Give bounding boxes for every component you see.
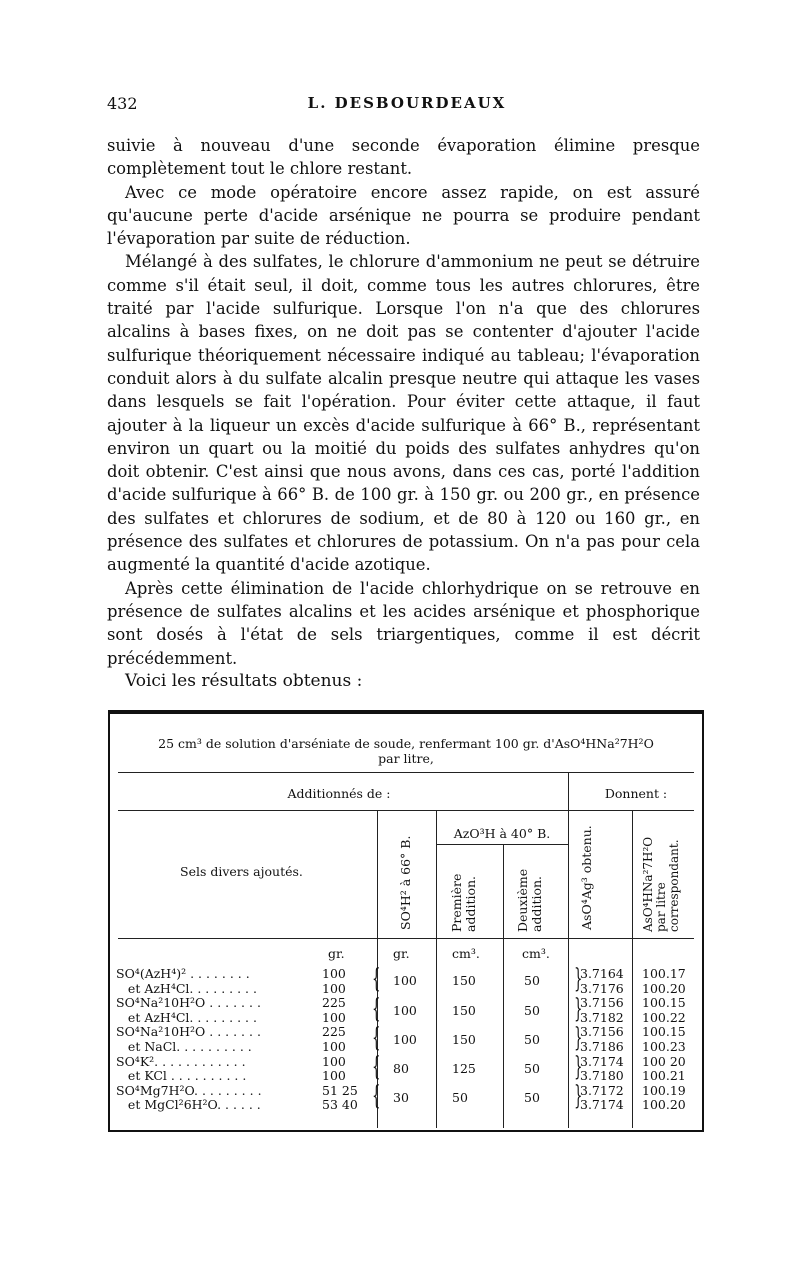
rule [436, 810, 437, 1128]
caption-line: 25 cm³ de solution d'arséniate de soude, renfermant 100 gr. d'AsO⁴HNa²7H²O [158, 736, 654, 751]
salt-quantity: 225 [322, 995, 346, 1011]
paragraph: Avec ce mode opératoire encore assez rapide, on est assuré qu'aucune perte d'acide arsénique ne pourra se produire pendant l'évaporation par suite de réduction. [107, 182, 700, 249]
results-table [108, 710, 704, 1132]
corresponding-value: 100.17 [642, 966, 686, 981]
second-addition: 50 [524, 1031, 540, 1047]
corresponding-value: 100.15 [642, 995, 686, 1011]
brace: } [574, 1081, 583, 1112]
first-addition: 50 [452, 1090, 468, 1106]
unit-label: gr. [328, 946, 345, 961]
brace: } [574, 964, 583, 995]
ag-obtained: 3.7176 [580, 980, 624, 996]
h2so4-amount: 100 [393, 973, 417, 989]
page-number: 432 [107, 94, 138, 113]
brace: { [372, 964, 381, 995]
ag-obtained: 3.7186 [580, 1039, 624, 1054]
paragraph: Mélangé à des sulfates, le chlorure d'ammonium ne peut se détruire comme s'il était seul, il doit, comme tous les autres chlorures, être traité par l'acide sulfurique. Lorsque l'on n'a que des chlorures alcalins à bases fixes, on ne doit pas se contenter d'ajouter l'acide sulfurique théoriquement nécessaire indiqué au tableau; l'évaporation conduit alors à du sulfate alcalin presque neutre qui attaque les vases dans lesquels se fait l'opération. Pour éviter cette attaque, il faut ajouter à la liqueur un excès d'acide sulfurique à 66° B., représentant environ un quart ou la moitié du poids des sulfates anhydres qu'on doit obtenir. C'est ainsi que nous avons, dans ces cas, porté l'addition d'acide sulfurique à 66° B. de 100 gr. à 150 gr. ou 200 gr., en présence des sulfates et chlorures de sodium, et de 80 à 120 ou 160 gr., en présence des sulfates et chlorures de potassium. On n'a pas pour cela augmenté la quantité d'acide azotique. [107, 252, 700, 575]
corresponding-value: 100.21 [642, 1068, 686, 1084]
rule [436, 844, 568, 845]
running-head: L. DESBOURDEAUX [307, 94, 507, 112]
col-second-header: Deuxième addition. [515, 868, 544, 932]
brace: { [372, 1081, 381, 1112]
brace: { [372, 993, 381, 1024]
salt-quantity: 100 [322, 1039, 346, 1054]
table-caption [110, 736, 702, 766]
results-intro: Voici les résultats obtenus : [125, 671, 363, 691]
salt-name: SO⁴Mg7H²O. . . . . . . . . [116, 1082, 262, 1098]
second-addition: 50 [524, 1090, 540, 1106]
rule [503, 844, 504, 1128]
rule [568, 772, 569, 1128]
salt-quantity: 100 [322, 1009, 346, 1025]
second-addition: 50 [524, 1002, 540, 1018]
corresponding-value: 100.15 [642, 1024, 686, 1040]
salt-name: et AzH⁴Cl. . . . . . . . . [116, 1009, 257, 1025]
ag-obtained: 3.7172 [580, 1082, 624, 1098]
h2so4-amount: 100 [393, 1002, 417, 1018]
ag-obtained: 3.7180 [580, 1068, 624, 1084]
col-hno3-header: AzO³H à 40° B. [453, 826, 551, 841]
corresponding-value: 100.23 [642, 1039, 686, 1054]
brace: } [574, 1022, 583, 1053]
group-added-header: Additionnés de : [287, 786, 391, 801]
salt-name: SO⁴K². . . . . . . . . . . . [116, 1053, 246, 1069]
paragraph: suivie à nouveau d'une seconde évaporation élimine presque complètement tout le chlore restant. [107, 136, 700, 179]
brace: } [574, 1051, 583, 1082]
col-salts-header: Sels divers ajoutés. [180, 864, 303, 879]
first-addition: 150 [452, 1002, 476, 1018]
ag-obtained: 3.7164 [580, 966, 624, 981]
salt-name: et NaCl. . . . . . . . . . [116, 1039, 252, 1054]
brace: { [372, 1022, 381, 1053]
corresponding-value: 100.20 [642, 1097, 686, 1113]
unit-label: cm³. [452, 946, 480, 961]
rule [118, 938, 694, 939]
page-header [107, 94, 707, 118]
caption-line: par litre, [378, 751, 434, 766]
body-text [107, 134, 700, 670]
corresponding-value: 100.19 [642, 1082, 686, 1098]
ag-obtained: 3.7156 [580, 1024, 624, 1040]
ag-obtained: 3.7156 [580, 995, 624, 1011]
rule [118, 810, 694, 811]
h2so4-amount: 30 [393, 1090, 409, 1106]
ag-obtained: 3.7174 [580, 1097, 624, 1113]
salt-name: et KCl . . . . . . . . . . [116, 1068, 247, 1084]
salt-name: SO⁴Na²10H²O . . . . . . . [116, 1024, 261, 1040]
col-first-header: Première addition. [449, 873, 478, 932]
salt-name: et AzH⁴Cl. . . . . . . . . [116, 980, 257, 996]
corresponding-value: 100.20 [642, 980, 686, 996]
ag-obtained: 3.7182 [580, 1009, 624, 1025]
corresponding-value: 100.22 [642, 1009, 686, 1025]
corresponding-value: 100 20 [642, 1053, 686, 1069]
col-h2so4-header: SO⁴H² à 66° B. [398, 835, 413, 930]
paragraph: Après cette élimination de l'acide chlorhydrique on se retrouve en présence de sulfates alcalins et les acides arsénique et phosphorique sont dosés à l'état de sels triargentiques, comme il est décrit précédemment. [107, 578, 700, 668]
col-ag-header: AsO⁴Ag³ obtenu. [579, 825, 594, 930]
salt-quantity: 225 [322, 1024, 346, 1040]
second-addition: 50 [524, 1060, 540, 1076]
brace: } [574, 993, 583, 1024]
second-addition: 50 [524, 973, 540, 989]
salt-quantity: 51 25 [322, 1082, 358, 1098]
salt-name: SO⁴(AzH⁴)² . . . . . . . . [116, 966, 250, 981]
salt-name: et MgCl²6H²O. . . . . . [116, 1097, 261, 1113]
salt-quantity: 100 [322, 1068, 346, 1084]
salt-name: SO⁴Na²10H²O . . . . . . . [116, 995, 261, 1011]
rule [632, 810, 633, 1128]
salt-quantity: 100 [322, 966, 346, 981]
salt-quantity: 53 40 [322, 1097, 358, 1113]
first-addition: 150 [452, 973, 476, 989]
rule [118, 772, 694, 773]
first-addition: 125 [452, 1060, 476, 1076]
h2so4-amount: 100 [393, 1031, 417, 1047]
salt-quantity: 100 [322, 980, 346, 996]
brace: { [372, 1051, 381, 1082]
h2so4-amount: 80 [393, 1060, 409, 1076]
col-corr-header: AsO⁴HNa²7H²O par litre correspondant. [641, 836, 681, 932]
group-given-header: Donnent : [604, 786, 668, 801]
salt-quantity: 100 [322, 1053, 346, 1069]
first-addition: 150 [452, 1031, 476, 1047]
unit-label: gr. [393, 946, 410, 961]
ag-obtained: 3.7174 [580, 1053, 624, 1069]
unit-label: cm³. [522, 946, 550, 961]
